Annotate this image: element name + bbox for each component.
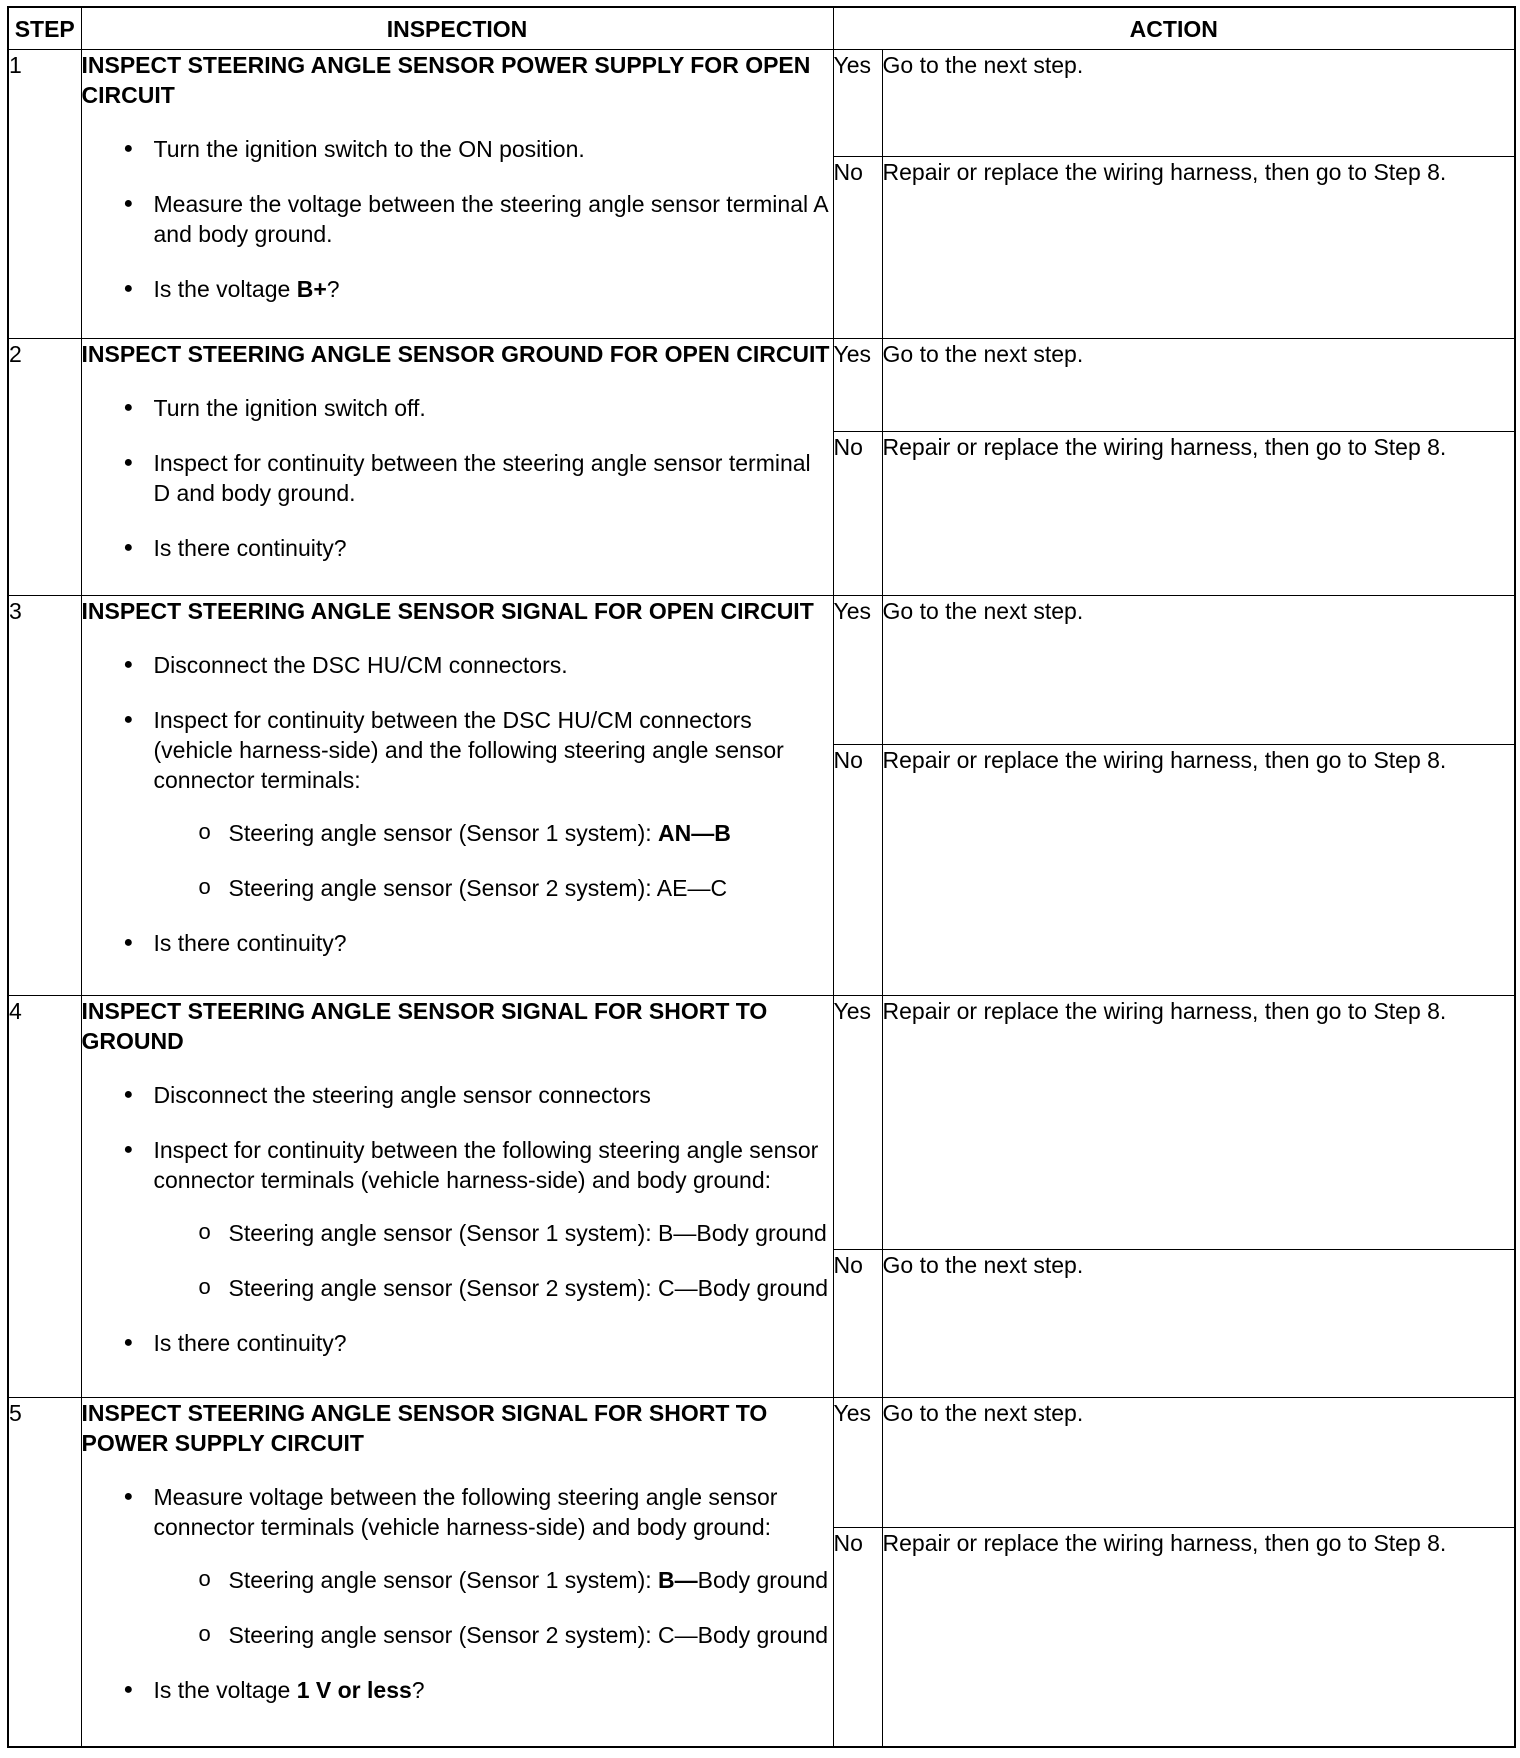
step-number: 5 [8,1398,81,1747]
question-text: Is the voltage [153,1677,297,1704]
step-3-yes-row [8,596,1515,744]
action-no: Repair or replace the wiring harness, then go to Step 8. [882,744,1515,996]
response-no: No [833,1527,882,1747]
step-1-yes-row [8,50,1515,157]
response-yes: Yes [833,50,882,157]
question-mark: ? [326,276,340,303]
bullet-item: ● Turn the ignition switch off. [124,393,833,423]
table-header-row [8,7,1515,50]
step-inspection [81,338,833,596]
action-yes: Go to the next step. [882,1398,1515,1528]
inspection-title: INSPECT STEERING ANGLE SENSOR SIGNAL FOR SHORT TO GROUND [81,998,768,1055]
sub-bullet-item: o Steering angle sensor (Sensor 1 system): B—Body ground [199,1218,833,1248]
bullet-item: ● Disconnect the DSC HU/CM connectors. [124,650,833,680]
step-2-yes-row [8,338,1515,432]
sub-bullet-item [199,1565,833,1595]
sub-bullets [154,818,833,903]
response-no: No [833,432,882,596]
bullet-text: Inspect for continuity between the DSC HU/CM connectors (vehicle harness-side) and the following steering angle sensor connector terminals: [153,707,784,794]
step-inspection [81,996,833,1398]
question-value: B+ [296,276,327,303]
sub-bullet-item: o Steering angle sensor (Sensor 2 system): C—Body ground [199,1620,833,1650]
step-inspection [81,596,833,996]
inspection-bullets [82,650,833,958]
bullet-question [124,1675,833,1705]
header-action: ACTION [833,7,1515,50]
question-mark: ? [411,1677,425,1704]
step-inspection [81,50,833,339]
step-inspection [81,1398,833,1747]
response-yes: Yes [833,996,882,1250]
step-4-yes-row [8,996,1515,1250]
bullet-question: ● Is there continuity? [124,1328,833,1358]
header-inspection: INSPECTION [81,7,833,50]
sub-bullet-text: Steering angle sensor (Sensor 1 system): [228,1567,659,1594]
response-no: No [833,744,882,996]
action-yes: Go to the next step. [882,338,1515,432]
action-yes: Go to the next step. [882,50,1515,157]
header-step: STEP [8,7,81,50]
bullet-item: ● Turn the ignition switch to the ON position. [124,134,833,164]
bullet-item: ● Inspect for continuity between the steering angle sensor terminal D and body ground. [124,448,833,508]
action-yes: Go to the next step. [882,596,1515,744]
inspection-title: INSPECT STEERING ANGLE SENSOR POWER SUPPLY FOR OPEN CIRCUIT [81,52,811,109]
response-no: No [833,1249,882,1397]
sub-bullets [154,1565,833,1650]
inspection-bullets [82,134,833,304]
terminal-pair: AN—B [658,820,731,847]
sub-bullet-text: Steering angle sensor (Sensor 1 system): [228,820,659,847]
step-5-yes-row [8,1398,1515,1528]
inspection-title: INSPECT STEERING ANGLE SENSOR SIGNAL FOR OPEN CIRCUIT [81,598,814,625]
bullet-text: Inspect for continuity between the following steering angle sensor connector terminals (vehicle harness-side) and body ground: [153,1137,819,1194]
bullet-text: Measure voltage between the following steering angle sensor connector terminals (vehicle harness-side) and body ground: [153,1484,778,1541]
bullet-item [124,705,833,903]
sub-bullets [154,1218,833,1303]
response-yes: Yes [833,1398,882,1528]
step-number: 1 [8,50,81,339]
step-number: 3 [8,596,81,996]
response-yes: Yes [833,338,882,432]
step-number: 4 [8,996,81,1398]
action-no: Repair or replace the wiring harness, then go to Step 8. [882,432,1515,596]
bullet-question: ● Is there continuity? [124,928,833,958]
inspection-bullets [82,1080,833,1358]
question-text: Is the voltage [153,276,297,303]
sub-bullet-suffix: Body ground [697,1567,829,1594]
terminal-pair: B— [658,1567,698,1594]
inspection-title: INSPECT STEERING ANGLE SENSOR SIGNAL FOR SHORT TO POWER SUPPLY CIRCUIT [81,1400,768,1457]
action-yes: Repair or replace the wiring harness, then go to Step 8. [882,996,1515,1250]
bullet-item [124,1482,833,1650]
bullet-item [124,1135,833,1303]
question-value: 1 V or less [296,1677,412,1704]
inspection-bullets [82,1482,833,1705]
response-no: No [833,156,882,338]
inspection-title: INSPECT STEERING ANGLE SENSOR GROUND FOR OPEN CIRCUIT [81,340,830,367]
inspection-bullets [82,393,833,563]
diagnostic-procedure-table [7,6,1516,1748]
bullet-question: ● Is there continuity? [124,533,833,563]
action-no: Repair or replace the wiring harness, then go to Step 8. [882,156,1515,338]
response-yes: Yes [833,596,882,744]
sub-bullet-item: o Steering angle sensor (Sensor 2 system): C—Body ground [199,1273,833,1303]
action-no: Repair or replace the wiring harness, then go to Step 8. [882,1527,1515,1747]
sub-bullet-item: o Steering angle sensor (Sensor 2 system): AE—C [199,873,833,903]
bullet-question [124,274,833,304]
sub-bullet-item [199,818,833,848]
bullet-item: ● Measure the voltage between the steering angle sensor terminal A and body ground. [124,189,833,249]
step-number: 2 [8,338,81,596]
bullet-item: ● Disconnect the steering angle sensor connectors [124,1080,833,1110]
action-no: Go to the next step. [882,1249,1515,1397]
